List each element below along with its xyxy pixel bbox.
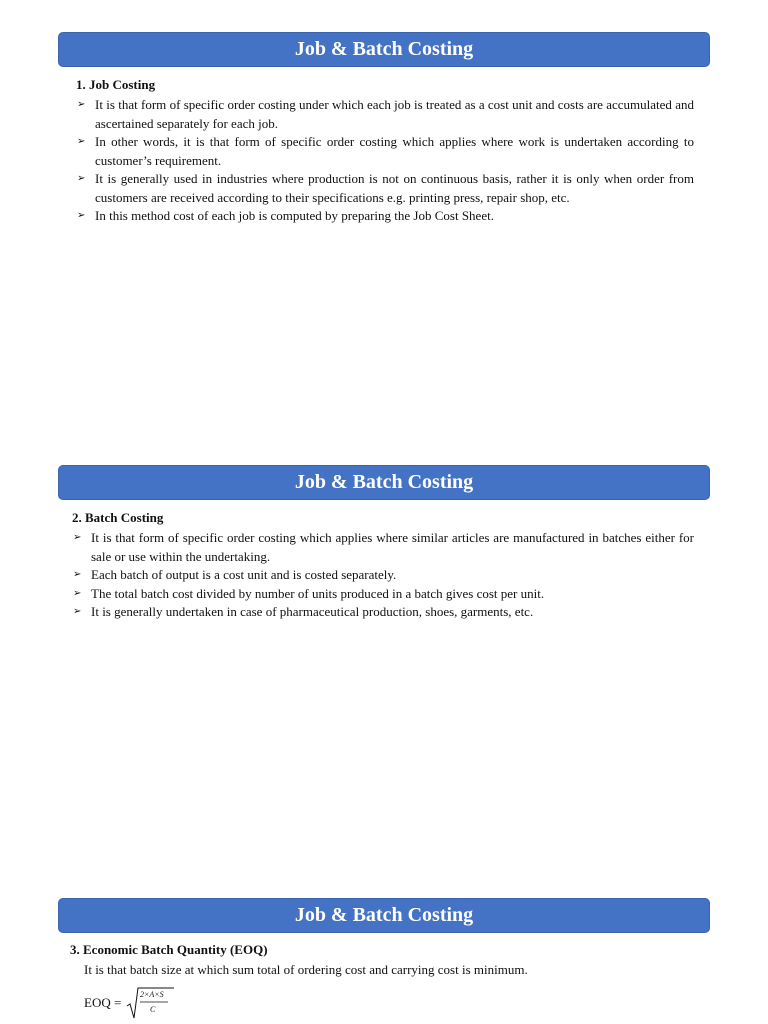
bullet-item bbox=[73, 566, 694, 585]
section-heading: 3. Economic Batch Quantity (EOQ) bbox=[70, 942, 268, 957]
slide-title-banner: Job & Batch Costing bbox=[58, 32, 710, 67]
arrow-bullet-icon: ➢ bbox=[73, 532, 82, 543]
bullet-item bbox=[73, 603, 694, 622]
eoq-formula bbox=[84, 986, 204, 1020]
bullet-text: In other words, it is that form of specific order costing which applies where work is undertaken according to customer’s requirement. bbox=[95, 134, 694, 168]
arrow-bullet-icon: ➢ bbox=[77, 173, 86, 184]
bullet-list bbox=[73, 529, 694, 622]
bullet-item bbox=[73, 585, 694, 604]
bullet-item bbox=[73, 529, 694, 566]
bullet-text: It is that form of specific order costing which applies where similar articles are manufactured in batches either for sale or use within the undertaking. bbox=[91, 530, 694, 564]
formula-denominator: C bbox=[150, 1005, 156, 1014]
bullet-text: In this method cost of each job is computed by preparing the Job Cost Sheet. bbox=[95, 208, 494, 223]
definition-text: It is that batch size at which sum total of ordering cost and carrying cost is minimum. bbox=[84, 962, 528, 977]
formula-lhs: EOQ = bbox=[84, 995, 122, 1010]
bullet-text: It is that form of specific order costing under which each job is treated as a cost unit and costs are accumulated and ascertained separately for each job. bbox=[95, 97, 694, 131]
bullet-text: Each batch of output is a cost unit and is costed separately. bbox=[91, 567, 397, 582]
arrow-bullet-icon: ➢ bbox=[77, 136, 86, 147]
formula-numerator: 2×A×S bbox=[140, 990, 164, 999]
arrow-bullet-icon: ➢ bbox=[77, 99, 86, 110]
bullet-list bbox=[77, 96, 694, 226]
slide-title-banner: Job & Batch Costing bbox=[58, 898, 710, 933]
arrow-bullet-icon: ➢ bbox=[73, 587, 82, 599]
slide-title-banner: Job & Batch Costing bbox=[58, 465, 710, 500]
arrow-bullet-icon: ➢ bbox=[77, 210, 86, 221]
bullet-item bbox=[77, 96, 694, 133]
section-heading: 2. Batch Costing bbox=[72, 510, 164, 525]
bullet-item bbox=[77, 207, 694, 226]
bullet-text: It is generally undertaken in case of pharmaceutical production, shoes, garments, etc. bbox=[91, 604, 534, 619]
arrow-bullet-icon: ➢ bbox=[73, 569, 82, 580]
bullet-item bbox=[77, 133, 694, 170]
bullet-item bbox=[77, 170, 694, 207]
bullet-text: The total batch cost divided by number of units produced in a batch gives cost per unit. bbox=[91, 585, 545, 601]
bullet-text: It is generally used in industries where production is not on continuous basis, rather it is only when order from customers are received according to their specifications e.g. printing press, repair shop, etc. bbox=[95, 171, 694, 205]
section-heading: 1. Job Costing bbox=[76, 77, 156, 92]
arrow-bullet-icon: ➢ bbox=[73, 606, 82, 617]
